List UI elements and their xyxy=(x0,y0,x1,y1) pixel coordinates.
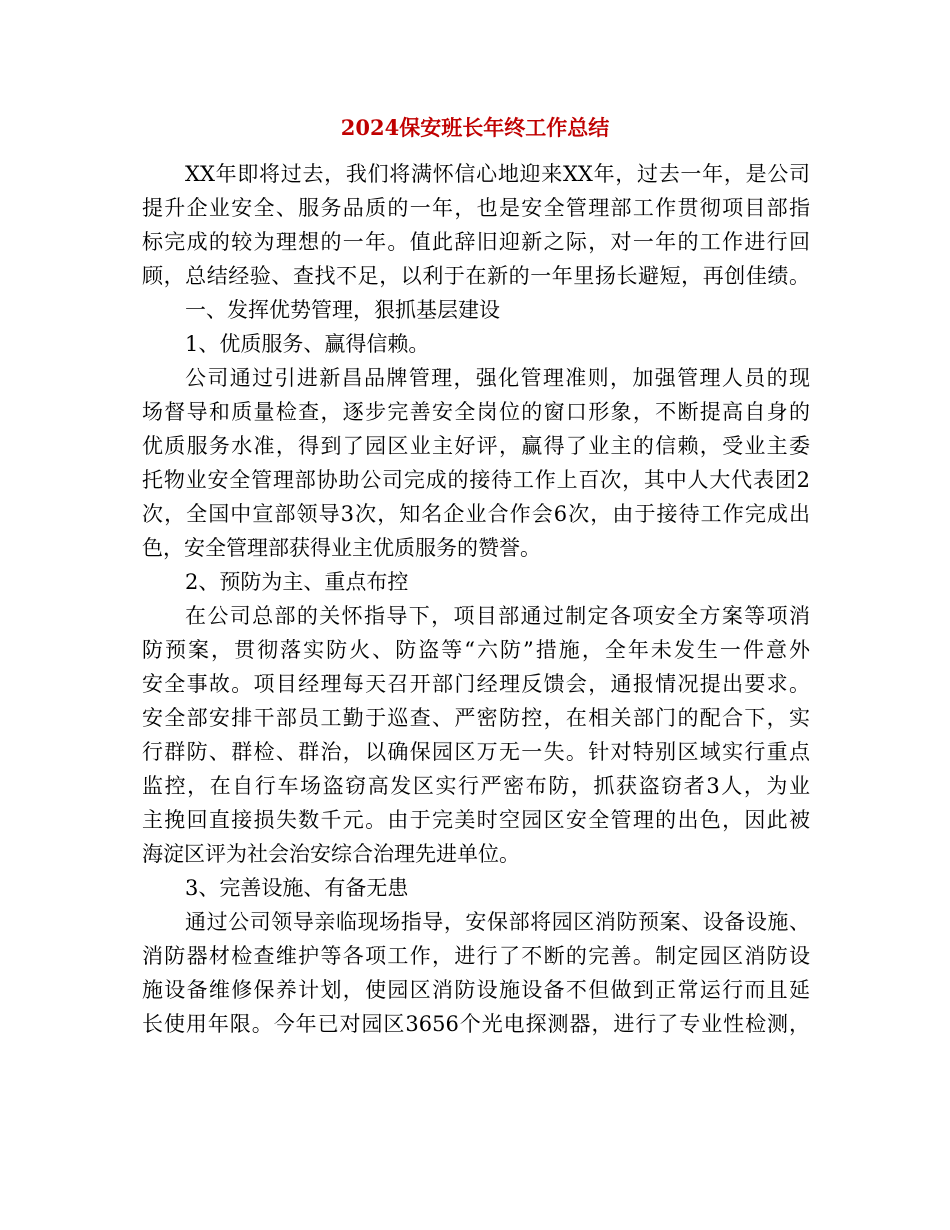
paragraph-line: 标完成的较为理想的一年。值此辞旧迎新之际，对一年的工作进行回 xyxy=(142,230,810,254)
subsection-heading: 3、完善设施、有备无患 xyxy=(185,876,409,900)
paragraph-line: 托物业安全管理部协助公司完成的接待工作上百次，其中人大代表团2 xyxy=(142,468,810,492)
paragraph-line: 施设备维修保养计划，使园区消防设施设备不但做到正常运行而且延 xyxy=(142,978,810,1002)
paragraph-line: 长使用年限。今年已对园区3656个光电探测器，进行了专业性检测， xyxy=(142,1012,810,1036)
paragraph-line: 次，全国中宣部领导3次，知名企业合作会6次，由于接待工作完成出 xyxy=(142,502,810,526)
subsection-heading: 2、预防为主、重点布控 xyxy=(185,570,409,594)
paragraph-line: 优质服务水准，得到了园区业主好评，赢得了业主的信赖，受业主委 xyxy=(142,434,810,458)
paragraph-line: 场督导和质量检查，逐步完善安全岗位的窗口形象，不断提高自身的 xyxy=(142,400,810,424)
paragraph-line: 顾，总结经验、查找不足，以利于在新的一年里扬长避短，再创佳绩。 xyxy=(142,264,810,288)
paragraph-line: 色，安全管理部获得业主优质服务的赞誉。 xyxy=(142,536,541,560)
paragraph-line: 海淀区评为社会治安综合治理先进单位。 xyxy=(142,842,520,866)
paragraph-line: 防预案，贯彻落实防火、防盗等“六防”措施，全年未发生一件意外 xyxy=(142,638,810,662)
section-heading: 一、发挥优势管理，狠抓基层建设 xyxy=(185,298,500,322)
paragraph-line: 主挽回直接损失数千元。由于完美时空园区安全管理的出色，因此被 xyxy=(142,808,810,832)
paragraph-line: 通过公司领导亲临现场指导，安保部将园区消防预案、设备设施、 xyxy=(185,910,810,934)
paragraph-line: 安全部安排干部员工勤于巡查、严密防控，在相关部门的配合下，实 xyxy=(142,706,810,730)
paragraph-line: 公司通过引进新昌品牌管理，强化管理准则，加强管理人员的现 xyxy=(185,366,810,390)
paragraph-line: 消防器材检查维护等各项工作，进行了不断的完善。制定园区消防设 xyxy=(142,944,810,968)
paragraph-line: 安全事故。项目经理每天召开部门经理反馈会，通报情况提出要求。 xyxy=(142,672,810,696)
paragraph-line: 在公司总部的关怀指导下，项目部通过制定各项安全方案等项消 xyxy=(185,604,810,628)
subsection-heading: 1、优质服务、赢得信赖。 xyxy=(185,332,430,356)
paragraph-line: 提升企业安全、服务品质的一年，也是安全管理部工作贯彻项目部指 xyxy=(142,196,810,220)
document-title: 2024保安班长年终工作总结 xyxy=(340,115,610,140)
paragraph-line: 行群防、群检、群治，以确保园区万无一失。针对特别区域实行重点 xyxy=(142,740,810,764)
paragraph-line: 监控，在自行车场盗窃高发区实行严密布防，抓获盗窃者3人，为业 xyxy=(142,774,810,798)
paragraph-line: XX年即将过去，我们将满怀信心地迎来XX年，过去一年，是公司 xyxy=(185,162,810,186)
document-body xyxy=(142,157,810,1041)
